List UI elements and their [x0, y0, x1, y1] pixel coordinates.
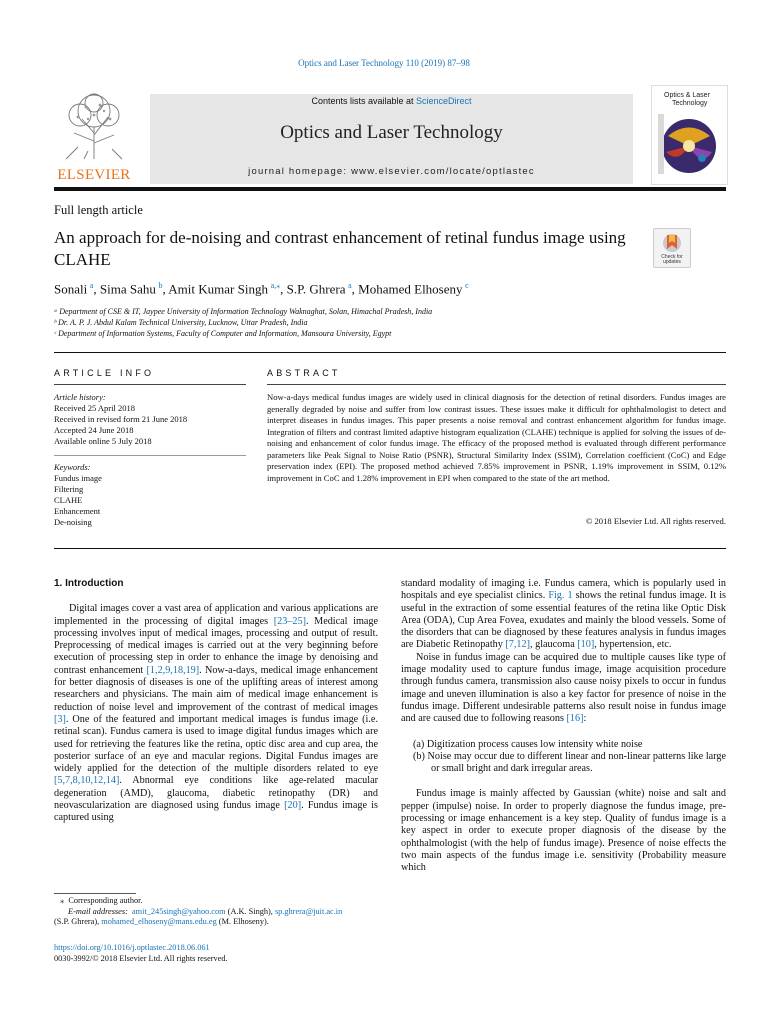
list-item: (b) Noise may occur due to different linear and non-linear patterns like large or small bright and dark irregular areas. — [413, 750, 726, 775]
keyword: Filtering — [54, 484, 84, 494]
elsevier-logo[interactable] — [54, 89, 134, 184]
journal-cover[interactable] — [651, 85, 728, 185]
masthead — [54, 85, 726, 185]
abstract-heading: ABSTRACT — [267, 368, 341, 378]
body-text: . Abnormal eye conditions like age-related macular degeneration (AMD), glaucoma, diabetic retinopathy (DR) and neovascularization are diagnosed using fundus image — [54, 775, 378, 812]
masthead-banner — [150, 94, 633, 184]
author-affiliation-mark[interactable]: c — [465, 281, 469, 290]
corresponding-label: Corresponding author. — [68, 896, 143, 905]
section-heading: 1. Introduction — [54, 578, 124, 589]
keywords-rule — [54, 455, 246, 456]
affiliations — [54, 306, 432, 339]
article-title: An approach for de-noising and contrast enhancement of retinal fundus image using CLAHE — [54, 228, 626, 269]
abstract-copyright: © 2018 Elsevier Ltd. All rights reserved. — [585, 516, 726, 526]
doi-block — [54, 942, 228, 964]
paragraph — [401, 578, 726, 652]
elsevier-tree-icon — [58, 89, 130, 161]
keywords-label: Keywords: — [54, 462, 91, 472]
history-item: Available online 5 July 2018 — [54, 436, 152, 446]
footnote-rule — [54, 893, 136, 894]
email-link[interactable]: amit_245singh@yahoo.com — [132, 906, 226, 916]
body-text: . One of the featured and important medical images is fundus image (i.e. retinal scan). Fundus camera is used to image digital fundus images which are used for retrieving the features like the retina, optic disc area and cup area, the posterior surface of an eye and macular regions. Digital Fundus images are widely applied for the detection of the multiple disorders related to eye — [54, 713, 378, 775]
journal-citation[interactable]: Optics and Laser Technology 110 (2019) 87–98 — [298, 58, 470, 68]
article-info-rule — [54, 384, 246, 385]
issn-line: 0030-3992/© 2018 Elsevier Ltd. All rights reserved. — [54, 954, 228, 963]
journal-title[interactable]: Optics and Laser Technology — [280, 122, 503, 143]
body-text: . Medical image processing involves input of medical images, processing and output of result. Preprocessing of medical images is carried out at the very beginning before execution of processing step in order to enhance the image by denoising and contrast enhancement — [54, 615, 379, 676]
author-affiliation-mark[interactable]: a — [89, 281, 94, 290]
author-affiliation-mark[interactable]: a — [348, 281, 352, 290]
keyword: Fundus image — [54, 473, 102, 483]
citation-link[interactable]: [10] — [577, 639, 595, 651]
citation-link[interactable]: [20] — [284, 800, 302, 812]
history-label: Article history: — [54, 392, 106, 402]
contents-line — [150, 96, 633, 106]
body-text: Digital images cover a vast area of application and various applications are implemented in the processing of digital images — [54, 603, 378, 627]
author-name[interactable]: Mohamed Elhoseny — [358, 281, 463, 297]
body-text: : — [583, 713, 587, 725]
affiliation: ᵃ Department of CSE & IT, Jaypee University of Information Technology Waknaghat, Solan, Himachal Pradesh, India — [54, 307, 433, 316]
paragraph — [401, 652, 726, 726]
article-type: Full length article — [54, 203, 143, 217]
cover-title-line2: Technology — [672, 100, 708, 107]
body-text: , hypertension, etc. — [594, 639, 672, 651]
affiliation: ᵇ Dr. A. P. J. Abdul Kalam Technical University, Lucknow, Uttar Pradesh, India — [54, 318, 308, 327]
email-line — [54, 917, 378, 928]
paragraph — [54, 603, 378, 824]
email-line — [54, 907, 378, 918]
abstract-rule — [267, 384, 726, 385]
affiliation: ᶜ Department of Information Systems, Faculty of Computer and Information, Mansoura University, Egypt — [54, 329, 392, 338]
list-item: (a) Digitization process causes low intensity white noise — [413, 738, 643, 750]
cover-title-line1: Optics & Laser — [664, 92, 710, 99]
keywords — [54, 462, 102, 528]
author-affiliation-mark[interactable]: a,⁎ — [270, 281, 281, 290]
email-owner: (S.P. Ghrera), — [54, 917, 102, 926]
citation-link[interactable]: [23–25] — [273, 615, 306, 627]
cover-art-icon — [658, 114, 720, 174]
author-list: Sonali $^a$, Sima Sahu $^b$, Amit Kumar Singh $^{a,⁎}$, S.P. Ghrera $^a$, Mohamed Elhoseny $^c$ — [54, 281, 469, 297]
history-item: Accepted 24 June 2018 — [54, 425, 134, 435]
body-text: . Fundus image is captured using — [54, 800, 378, 824]
elsevier-wordmark: ELSEVIER — [57, 167, 131, 183]
masthead-rule — [54, 187, 726, 191]
doi-link[interactable]: https://doi.org/10.1016/j.optlastec.2018.06.061 — [54, 943, 210, 952]
email-link[interactable]: sp.ghrera@juit.ac.in — [274, 906, 343, 916]
citation-link[interactable]: Fig. 1 — [548, 590, 573, 602]
email-owner: (A.K. Singh), — [225, 906, 275, 916]
journal-homepage[interactable]: journal homepage: www.elsevier.com/locate/optlastec — [248, 166, 535, 177]
body-text: Noise in fundus image can be acquired due to multiple causes like type of image modality used to capture fundus image, image acquisition procedure through fundus camera, transmission also cause noisy pixels to occur in fundus image and uneven illumination is also a key factor for presence of noise in the fundus image. Different undesirable patterns also result noise in fundus image and are caused due to following reasons — [401, 651, 726, 725]
citation-link[interactable]: [7,12] — [505, 639, 531, 651]
paragraph: Fundus image is mainly affected by Gaussian (white) noise and salt and pepper (impulse) noise. In order to properly diagnose the fundus image, pre-processing or image enhancement is a key step. Quality of fundus image is a key aspect in order to execute proper diagnosis of the disease by the ophthalmologist (with the help of fundus image). Presence of noise effects the two main aspects of the fundus image i.e. sensitivity (Probability measure which — [401, 788, 726, 874]
author-name[interactable]: Sima Sahu — [99, 281, 156, 297]
sciencedirect-link[interactable]: ScienceDirect — [416, 96, 472, 106]
email-owner: (M. Elhoseny). — [216, 917, 269, 926]
abstract-bottom-rule — [54, 548, 726, 549]
author-name[interactable]: Sonali — [54, 281, 88, 297]
cover-title — [664, 92, 710, 108]
keyword: CLAHE — [54, 495, 83, 505]
citation-link[interactable]: [5,7,8,10,12,14] — [54, 775, 120, 787]
email-label: E-mail addresses: — [68, 906, 128, 916]
citation-link[interactable]: [3] — [54, 713, 66, 725]
article-history — [54, 392, 187, 447]
history-item: Received 25 April 2018 — [54, 403, 135, 413]
right-column — [401, 578, 726, 875]
history-item: Received in revised form 21 June 2018 — [54, 414, 188, 424]
author-name[interactable]: Amit Kumar Singh — [168, 281, 268, 297]
article-info-heading: ARTICLE INFO — [54, 368, 155, 378]
corresponding-author-note — [54, 896, 378, 907]
keyword: De-noising — [54, 517, 92, 527]
keyword: Enhancement — [54, 506, 101, 516]
author-affiliation-mark[interactable]: b — [158, 281, 163, 290]
body-text: standard modality of imaging i.e. Fundus camera, which is popularly used in hospitals and eye specialist clinics. — [401, 578, 726, 602]
footnote — [54, 896, 378, 928]
email-link[interactable]: mohamed_elhoseny@mans.edu.eg — [101, 917, 217, 926]
body-text: , glaucoma — [530, 639, 578, 651]
affiliation-rule — [54, 352, 726, 353]
body-text: shows the retinal fundus image. It is useful in the extraction of some essential features of the retina like Optic Disk Area (ODA), Cup Area Fovea, exudates and mainly the blood vessels. Some of the disorders that can be diagnosed by these features analysis in fundus images are Diabetic Retinopathy — [401, 590, 726, 651]
body-text: . Now-a-days, medical image enhancement for better diagnosis of diseases is one of the uplifting areas of interest among researchers and physicians. The main aim of medical image enhancement is reduction of noise level and improvement of the contrast of medical images — [54, 664, 378, 713]
abstract-text: Now-a-days medical fundus images are widely used in clinical diagnosis for the detection of retinal disorders. Fundus images are generally degraded by noise and suffer from low contrast issues. These issues make it difficult for ophthalmologist to detect and interpret diseases in fundus images. This paper presents a noise removal and contrast enhancement algorithm for fundus image. Integration of filters and contrast limited adaptive histogram equalization (CLAHE) technique is applied for solving the issues of de-noising and enhancement of color fundus image. The efficacy of the proposed method is evaluated through different performance parameters like Peak Signal to Noise Ratio (PSNR), Structural Similarity Index (SSIM), Correlation coefficient (CoC) and Edge preservation index (EPI). The proposed method achieved 7.85% improvement in PSNR, 1.19% improvement in SSIM, 0.12% improvement in CoC and 1.28% improvement in EPI when compared to the state of the art method. — [267, 392, 726, 483]
left-column — [54, 578, 378, 825]
citation-link[interactable]: [16] — [566, 713, 584, 725]
footnote-marker: ⁎ — [60, 896, 65, 905]
check-updates-label: Check for updates — [661, 254, 683, 265]
check-for-updates-button[interactable] — [653, 228, 691, 268]
citation-link[interactable]: [1,2,9,18,19] — [146, 664, 200, 676]
contents-prefix: Contents lists available at — [311, 96, 417, 106]
author-name[interactable]: S.P. Ghrera — [286, 281, 346, 297]
